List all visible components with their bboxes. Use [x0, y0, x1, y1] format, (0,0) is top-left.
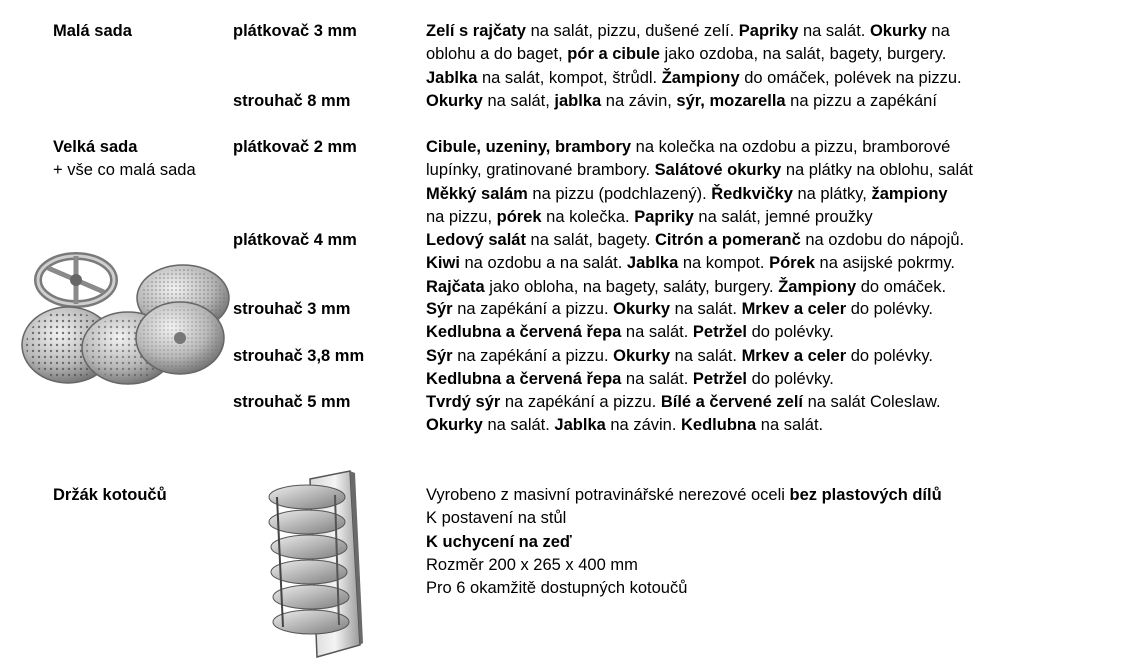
- body-text: Pro 6 okamžitě dostupných kotoučů: [426, 579, 688, 598]
- body-text: do polévky.: [747, 370, 834, 389]
- highlight-text: Žampiony: [661, 68, 740, 87]
- description-line: [426, 43, 962, 66]
- body-text: na zapékání a pizzu.: [500, 393, 661, 411]
- highlight-text: Okurky: [613, 347, 671, 365]
- body-text: na salát Coleslaw.: [803, 393, 941, 411]
- highlight-text: bez plastových dílů: [789, 486, 942, 504]
- highlight-text: Papriky: [738, 22, 799, 40]
- highlight-text: sýr, mozarella: [676, 92, 786, 110]
- body-text: na salát.: [670, 347, 742, 365]
- highlight-text: Jablka: [626, 254, 679, 273]
- body-text: na kompot.: [678, 254, 770, 273]
- description-block: [426, 229, 964, 299]
- body-text: na asijské pokrmy.: [814, 254, 955, 273]
- section-subtitle-large-set: + vše co malá sada: [53, 161, 196, 179]
- body-text: na kolečka na ozdobu a pizzu, bramborové: [631, 138, 951, 156]
- body-text: Rozměr 200 x 265 x 400 mm: [426, 555, 638, 574]
- body-text: na ozdobu do nápojů.: [800, 231, 965, 249]
- body-text: na ozdobu a na salát.: [459, 254, 627, 273]
- section-title-large-set: Velká sada: [53, 138, 138, 156]
- disc-holder-ring-icon: [38, 256, 114, 304]
- description-block: [426, 345, 933, 392]
- description-line: [426, 484, 942, 507]
- highlight-text: Petržel: [692, 323, 747, 342]
- slicer-disc-icon: [136, 302, 224, 374]
- highlight-text: Zelí s rajčaty: [426, 22, 526, 40]
- body-text: K postavení na stůl: [426, 509, 567, 528]
- body-text: na salát.: [482, 416, 555, 435]
- grater-discs-image: [18, 240, 233, 390]
- tool-label: strouhač 8 mm: [233, 92, 351, 110]
- highlight-text: Petržel: [692, 370, 747, 389]
- body-text: na pizzu (podchlazený).: [527, 184, 712, 203]
- highlight-text: Okurky: [613, 300, 671, 318]
- body-text: na pizzu a zapékání: [785, 92, 937, 110]
- description-line: [426, 507, 942, 530]
- highlight-text: jablka: [554, 92, 602, 110]
- body-text: na: [926, 22, 950, 40]
- body-text: do polévky.: [846, 347, 933, 365]
- highlight-text: Ledový salát: [426, 231, 526, 249]
- description-line: [426, 229, 964, 252]
- body-text: na zapékání a pizzu.: [452, 347, 614, 365]
- highlight-text: žampiony: [871, 184, 948, 203]
- highlight-text: Žampiony: [778, 277, 857, 296]
- body-text: do polévky.: [846, 300, 933, 318]
- body-text: na salát.: [756, 416, 824, 435]
- description-line: [426, 414, 941, 437]
- description-line: [426, 531, 942, 554]
- highlight-text: K uchycení na zeď: [426, 532, 572, 551]
- body-text: na salát,: [482, 92, 555, 110]
- disc-holder-image: [255, 467, 370, 662]
- section-title-small-set: Malá sada: [53, 22, 132, 40]
- tool-label: plátkovač 4 mm: [233, 231, 357, 249]
- description-block: [426, 136, 973, 229]
- description-block: [426, 90, 937, 113]
- description-line: [426, 276, 964, 299]
- highlight-text: Mrkev a celer: [741, 347, 847, 365]
- body-text: do polévky.: [747, 323, 834, 342]
- highlight-text: Měkký salám: [426, 184, 528, 203]
- description-line: [426, 298, 933, 321]
- tool-label: plátkovač 2 mm: [233, 138, 357, 156]
- description-block: [426, 391, 941, 438]
- description-line: [426, 67, 962, 90]
- description-line: [426, 391, 941, 414]
- highlight-text: Jablka: [554, 416, 606, 435]
- body-text: na salát.: [621, 323, 693, 342]
- body-text: na salát.: [670, 300, 742, 318]
- highlight-text: Salátové okurky: [654, 161, 782, 180]
- body-text: na kolečka.: [541, 207, 635, 226]
- description-line: [426, 159, 973, 182]
- description-line: [426, 368, 933, 391]
- highlight-text: Cibule, uzeniny, brambory: [426, 138, 632, 156]
- body-text: na plátky,: [792, 184, 872, 203]
- highlight-text: pórek: [496, 207, 542, 226]
- highlight-text: Okurky: [426, 92, 483, 110]
- description-line: [426, 206, 973, 229]
- highlight-text: Kiwi: [426, 254, 460, 273]
- highlight-text: Sýr: [426, 347, 453, 365]
- description-line: [426, 321, 933, 344]
- tool-label: strouhač 5 mm: [233, 393, 351, 411]
- highlight-text: Mrkev a celer: [741, 300, 847, 318]
- highlight-text: Rajčata: [426, 277, 485, 296]
- tool-label: plátkovač 3 mm: [233, 22, 357, 40]
- description-line: [426, 90, 937, 113]
- body-text: jako obloha, na bagety, saláty, burgery.: [484, 277, 779, 296]
- body-text: na salát, kompot, štrůdl.: [477, 68, 662, 87]
- tool-label: strouhač 3 mm: [233, 300, 351, 318]
- body-text: na salát.: [621, 370, 693, 389]
- description-line: [426, 136, 973, 159]
- body-text: do omáček, polévek na pizzu.: [739, 68, 962, 87]
- description-line: [426, 577, 942, 600]
- description-block: [426, 298, 933, 345]
- body-text: na salát.: [798, 22, 870, 40]
- highlight-text: Sýr: [426, 300, 453, 318]
- body-text: na závin.: [605, 416, 682, 435]
- highlight-text: Okurky: [426, 416, 483, 435]
- description-block: [426, 20, 962, 90]
- highlight-text: Kedlubna a červená řepa: [426, 370, 622, 389]
- body-text: na pizzu,: [426, 207, 497, 226]
- description-line: [426, 20, 962, 43]
- body-text: na salát, pizzu, dušené zelí.: [525, 22, 739, 40]
- highlight-text: Okurky: [869, 22, 927, 40]
- tool-label: strouhač 3,8 mm: [233, 347, 365, 365]
- highlight-text: Kedlubna: [681, 416, 757, 435]
- body-text: na plátky na oblohu, salát: [781, 161, 973, 180]
- description-line: [426, 345, 933, 368]
- highlight-text: Ředkvičky: [711, 184, 793, 203]
- body-text: na salát, bagety.: [525, 231, 655, 249]
- body-text: na závin,: [601, 92, 677, 110]
- body-text: oblohu a do baget,: [426, 45, 568, 64]
- body-text: lupínky, gratinované brambory.: [426, 161, 655, 180]
- highlight-text: Kedlubna a červená řepa: [426, 323, 622, 342]
- body-text: jako ozdoba, na salát, bagety, burgery.: [659, 45, 947, 64]
- highlight-text: Pórek: [769, 254, 815, 273]
- section-title-disc-holder: Držák kotoučů: [53, 486, 167, 504]
- description-block: [426, 484, 942, 600]
- highlight-text: Bílé a červené zelí: [660, 393, 803, 411]
- description-line: [426, 554, 942, 577]
- body-text: do omáček.: [856, 277, 947, 296]
- description-line: [426, 252, 964, 275]
- body-text: Vyrobeno z masivní potravinářské nerezové oceli: [426, 486, 790, 504]
- highlight-text: Jablka: [426, 68, 478, 87]
- description-line: [426, 183, 973, 206]
- highlight-text: Tvrdý sýr: [426, 393, 501, 411]
- highlight-text: Citrón a pomeranč: [655, 231, 801, 249]
- body-text: na zapékání a pizzu.: [452, 300, 614, 318]
- body-text: na salát, jemné proužky: [693, 207, 873, 226]
- highlight-text: pór a cibule: [567, 45, 660, 64]
- highlight-text: Papriky: [634, 207, 694, 226]
